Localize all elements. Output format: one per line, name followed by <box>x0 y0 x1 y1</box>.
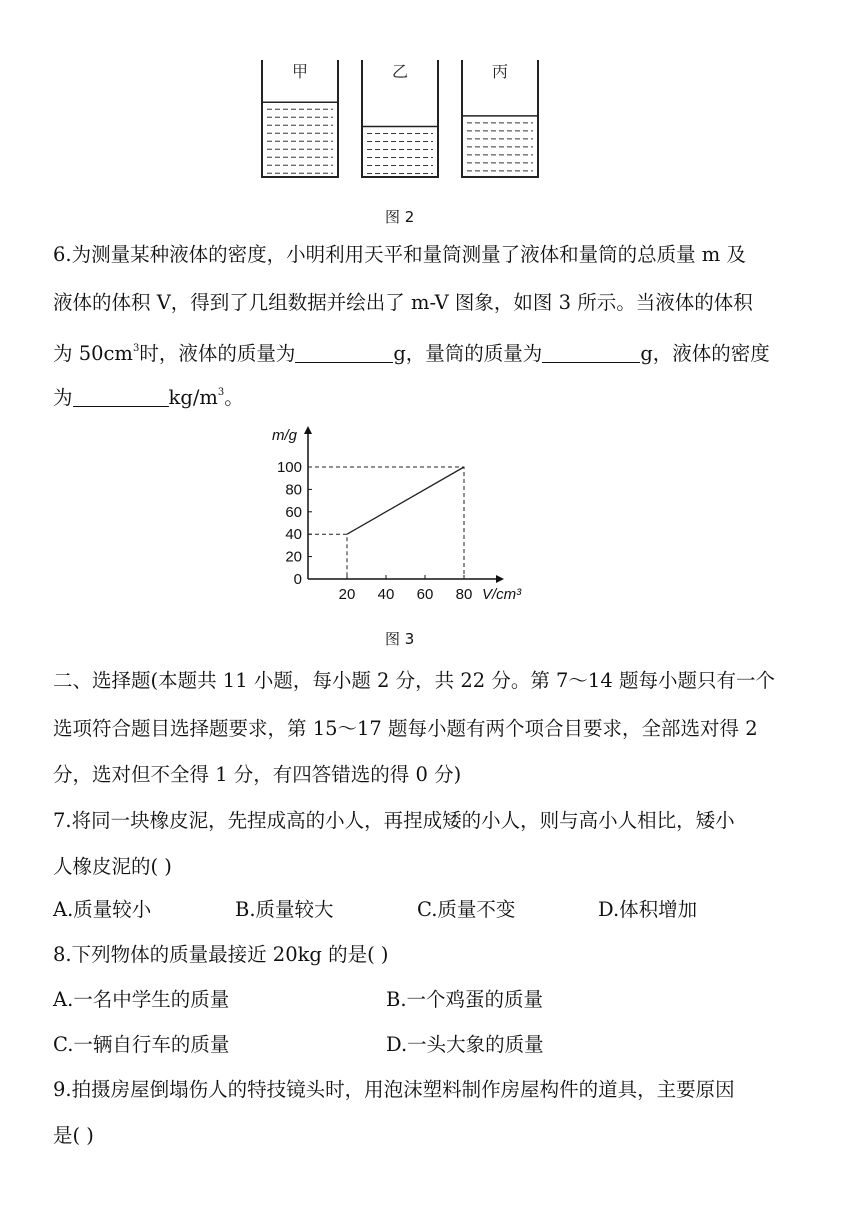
beaker-label: 乙 <box>391 64 409 81</box>
q6-line-4 <box>53 380 244 411</box>
x-tick-label: 20 <box>338 586 356 603</box>
q6-text-d: g，液体的密度 <box>640 342 770 365</box>
figure-3-chart <box>260 420 540 610</box>
q6-text-b: 时，液体的质量为 <box>139 342 296 365</box>
x-tick-label: 60 <box>416 586 434 603</box>
y-tick-label: 80 <box>285 481 302 499</box>
q9-line-2: 是( ) <box>53 1124 94 1147</box>
y-tick-label: 20 <box>285 548 302 566</box>
q7-line-2: 人橡皮泥的( ) <box>53 855 172 878</box>
figure-2-beakers <box>240 55 560 195</box>
q8-line-1: 8.下列物体的质量最接近 20kg 的是( ) <box>53 943 389 966</box>
answer-blank-cylinder-mass[interactable] <box>542 342 640 363</box>
x-axis-label: V/cm³ <box>482 586 522 603</box>
q8-option-a[interactable]: A.一名中学生的质量 <box>53 988 230 1011</box>
y-tick-label: 40 <box>285 526 302 544</box>
q8-option-d[interactable]: D.一头大象的质量 <box>386 1033 544 1056</box>
q6-text-f: kg/m <box>168 386 218 409</box>
beaker-1 <box>262 60 338 177</box>
answer-blank-liquid-mass[interactable] <box>295 342 393 363</box>
section-2-line-2: 选项符合题目选择题要求，第 15～17 题每小题有两个项合目要求，全部选对得 2 <box>53 717 758 740</box>
x-tick-label: 80 <box>455 586 473 603</box>
beaker-3 <box>462 60 538 177</box>
beaker-label: 甲 <box>291 64 309 81</box>
x-axis-arrow <box>496 575 504 583</box>
y-tick-label: 100 <box>276 459 302 476</box>
q6-text-a: 为 50cm <box>53 342 133 365</box>
x-tick-label: 40 <box>377 586 395 603</box>
figure-3-caption: 图 3 <box>385 630 415 648</box>
y-tick-label: 60 <box>285 503 302 521</box>
beaker-2 <box>362 60 438 177</box>
section-2-line-1: 二、选择题(本题共 11 小题，每小题 2 分，共 22 分。第 7～14 题每小题只有一个 <box>53 669 775 692</box>
q9-line-1: 9.拍摄房屋倒塌伤人的特技镜头时，用泡沫塑料制作房屋构件的道具，主要原因 <box>53 1078 735 1101</box>
q6-line-2: 液体的体积 V，得到了几组数据并绘出了 m-V 图象，如图 3 所示。当液体的体积 <box>53 291 753 314</box>
q7-line-1: 7.将同一块橡皮泥，先捏成高的小人，再捏成矮的小人，则与高小人相比，矮小 <box>53 809 735 832</box>
y-axis-label: m/g <box>272 427 298 444</box>
answer-blank-density[interactable] <box>73 386 169 407</box>
y-tick-label: 0 <box>293 571 302 588</box>
q8-option-c[interactable]: C.一辆自行车的质量 <box>53 1033 230 1056</box>
guide-line <box>308 467 464 579</box>
q6-text-c: g，量筒的质量为 <box>393 342 543 365</box>
guide-line <box>308 534 347 579</box>
figure-2-caption: 图 2 <box>385 208 415 226</box>
q7-option-a[interactable]: A.质量较小 <box>53 898 152 921</box>
section-2-line-3: 分，选对但不全得 1 分，有四答错选的得 0 分) <box>53 763 462 786</box>
y-axis-arrow <box>304 426 312 434</box>
q6-line-3 <box>53 336 770 367</box>
q7-option-d[interactable]: D.体积增加 <box>598 898 698 921</box>
q7-option-b[interactable]: B.质量较大 <box>235 898 334 921</box>
q6-text-g: 。 <box>224 386 244 409</box>
beaker-label: 丙 <box>491 64 509 81</box>
q7-option-c[interactable]: C.质量不变 <box>417 898 516 921</box>
q6-text-e: 为 <box>53 386 73 409</box>
series-line <box>347 467 464 534</box>
q6-unit-sup-2: 3 <box>217 387 225 398</box>
q6-unit-sup: 3 <box>132 343 140 354</box>
q8-option-b[interactable]: B.一个鸡蛋的质量 <box>386 988 544 1011</box>
q6-line-1: 6.为测量某种液体的密度，小明利用天平和量筒测量了液体和量筒的总质量 m 及 <box>53 243 746 266</box>
